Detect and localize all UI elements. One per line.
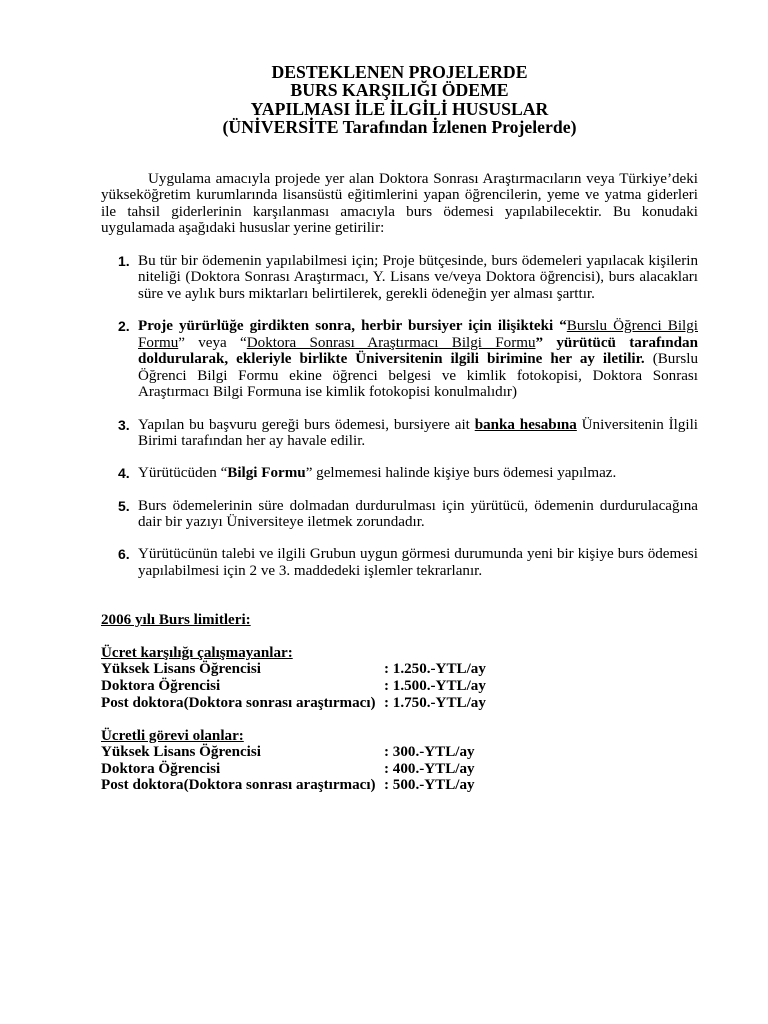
row-label: Yüksek Lisans Öğrencisi bbox=[101, 744, 261, 761]
group-heading: Ücretli görevi olanlar: bbox=[101, 727, 244, 744]
intro-paragraph: Uygulama amacıyla projede yer alan Doktora Sonrası Araştırmacıların veya Türkiye’deki yükseköğretim kurumlarında lisansüstü eğitimlerini yapan öğrencilerin, yeme ve yatma giderleri ile tahsil giderlerinin karşılanması amacıyla burs ödemesi yapılabilecektir. Bu konudaki uygulamada aşağıdaki hususlar yerine getirilir: bbox=[101, 170, 698, 237]
item-number: 2. bbox=[118, 318, 130, 335]
item-text-segment: Burs ödemelerinin süre dolmadan durdurulması için yürütücü, ödemenin durdurulacağına dair bir yazıyı Üniversiteye iletmek zorundadır. bbox=[138, 497, 698, 531]
item-text bbox=[138, 318, 698, 401]
item-text bbox=[138, 498, 698, 531]
item-text-segment: Üniversitenin İlgili Birimi tarafından her ay havale edilir. bbox=[138, 416, 698, 450]
item-text bbox=[138, 546, 698, 579]
document-title bbox=[101, 63, 698, 136]
row-value: : 1.250.-YTL/ay bbox=[384, 661, 486, 678]
item-text-segment: ” gelmemesi halinde kişiye burs ödemesi yapılmaz. bbox=[305, 465, 617, 482]
row-value: : 300.-YTL/ay bbox=[384, 744, 475, 761]
row-label: Post doktora(Doktora sonrası araştırmacı) bbox=[101, 694, 376, 711]
item-text bbox=[138, 417, 698, 450]
bank-account-emphasis: banka hesabına bbox=[474, 416, 577, 433]
item-text bbox=[138, 465, 698, 482]
row-label: Doktora Öğrencisi bbox=[101, 677, 221, 694]
info-form-emphasis: Bilgi Formu bbox=[227, 465, 306, 482]
row-value: : 1.500.-YTL/ay bbox=[384, 677, 486, 694]
row-value: : 1.750.-YTL/ay bbox=[384, 694, 486, 711]
list-item bbox=[101, 253, 698, 303]
form-name-student: Burslu Öğrenci Bilgi Formu bbox=[138, 318, 698, 351]
item-number: 1. bbox=[118, 252, 130, 269]
title-line-2: BURS KARŞILIĞI ÖDEME bbox=[290, 80, 509, 101]
item-text-segment: Yürütücüden “ bbox=[138, 465, 228, 482]
row-value: : 400.-YTL/ay bbox=[384, 760, 475, 777]
list-item bbox=[101, 465, 698, 482]
item-number: 6. bbox=[118, 546, 130, 563]
row-label: Yüksek Lisans Öğrencisi bbox=[101, 661, 261, 678]
scholarship-limits bbox=[101, 612, 698, 795]
item-text bbox=[138, 253, 698, 303]
list-item bbox=[101, 417, 698, 450]
title-line-1: DESTEKLENEN PROJELERDE bbox=[271, 62, 528, 82]
row-value: : 500.-YTL/ay bbox=[384, 777, 475, 794]
item-text-segment: ” veya “ bbox=[178, 334, 247, 351]
title-line-4: (ÜNİVERSİTE Tarafından İzlenen Projelerde) bbox=[222, 116, 577, 137]
document-body bbox=[101, 63, 698, 794]
requirements-list bbox=[101, 253, 698, 580]
limits-group-paid bbox=[101, 728, 698, 794]
limit-row bbox=[101, 695, 698, 712]
limit-row bbox=[101, 777, 698, 794]
title-line-3: YAPILMASI İLE İLGİLİ HUSUSLAR bbox=[250, 98, 549, 119]
limits-heading: 2006 yılı Burs limitleri: bbox=[101, 611, 251, 628]
item-number: 5. bbox=[118, 497, 130, 514]
item-text-segment: Yürütücünün talebi ve ilgili Grubun uygun görmesi durumunda yeni bir kişiye burs ödemesi yapılabilmesi için 2 ve 3. maddedeki işlemler tekrarlanır. bbox=[138, 546, 698, 579]
item-text-segment: Bu tür bir ödemenin yapılabilmesi için; Proje bütçesinde, burs ödemeleri yapılacak kişilerin niteliği (Doktora Sonrası Araştırmacı, Y. Lisans ve/veya Doktora öğrencisi), burs alacakları süre ve aylık burs miktarları belirtilerek, gerekli ödeneğin yer alması şarttır. bbox=[138, 252, 698, 302]
row-label: Doktora Öğrencisi bbox=[101, 760, 221, 777]
limit-row bbox=[101, 744, 698, 761]
item-text-segment: Yapılan bu başvuru gereği burs ödemesi, bursiyere ait bbox=[138, 416, 475, 433]
group-heading: Ücret karşılığı çalışmayanlar: bbox=[101, 644, 293, 661]
item-text-segment: ” yürütücü tarafından doldurularak, ekleriyle birlikte Üniversitenin ilgili birimine her ay iletilir. bbox=[138, 334, 698, 368]
limits-group-unpaid bbox=[101, 645, 698, 711]
row-label: Post doktora(Doktora sonrası araştırmacı) bbox=[101, 777, 376, 794]
form-name-postdoc: Doktora Sonrası Araştırmacı Bilgi Formu bbox=[246, 334, 536, 351]
limit-row bbox=[101, 761, 698, 778]
limit-row bbox=[101, 661, 698, 678]
item-number: 3. bbox=[118, 416, 130, 433]
list-item bbox=[101, 498, 698, 531]
limit-row bbox=[101, 678, 698, 695]
list-item bbox=[101, 318, 698, 401]
item-text-segment: Proje yürürlüğe girdikten sonra, herbir bursiyer için ilişikteki “ bbox=[138, 318, 567, 335]
item-text-segment: (Burslu Öğrenci Bilgi Formu ekine öğrenci belgesi ve kimlik fotokopisi, Doktora Sonrası Araştırmacı Bilgi Formuna ise kimlik fotokopisi konulmalıdır) bbox=[138, 351, 698, 401]
item-number: 4. bbox=[118, 465, 130, 482]
list-item bbox=[101, 546, 698, 579]
